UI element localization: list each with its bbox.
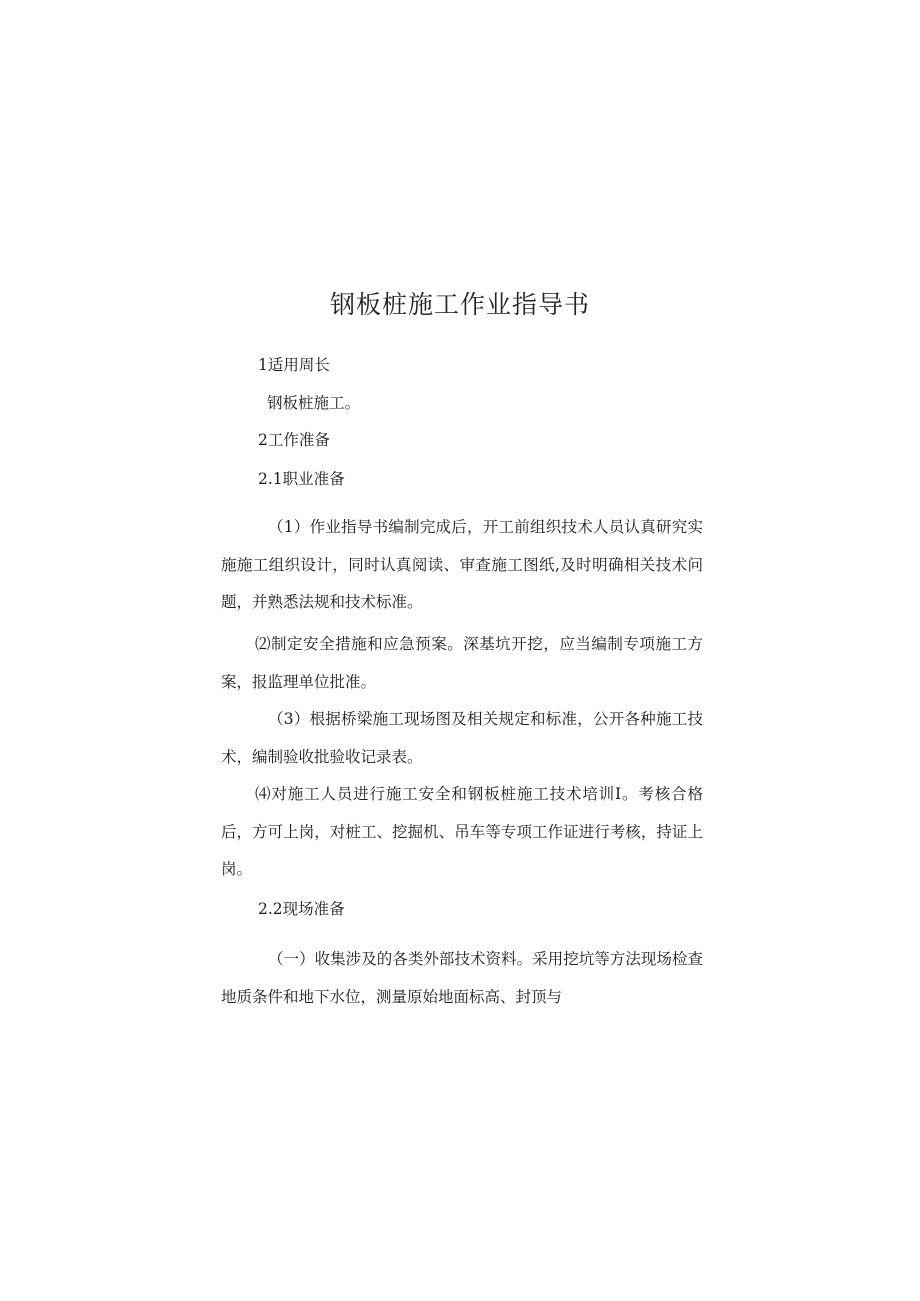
heading-site-prep: 2.2现场准备: [258, 900, 345, 918]
paragraph-2: ⑵制定安全措施和应急预案。深基坑开挖，应当编制专项施工方案，报监理单位批准。: [221, 635, 703, 691]
heading-professional-prep: 2.1职业准备: [258, 470, 345, 488]
paragraph-5: （一）收集涉及的各类外部技术资料。采用挖坑等方法现场检查地质条件和地下水位，测量原始地面标高、封顶与: [221, 950, 703, 1006]
scope-body: 钢板桩施工。: [267, 394, 361, 412]
paragraph-3: （3）根据桥梁施工现场图及相关规定和标准，公开各种施工技术，编制验收批验收记录表。: [221, 710, 703, 766]
heading-preparation: 2工作准备: [258, 431, 330, 449]
paragraph-4: ⑷对施工人员进行施工安全和钢板桩施工技术培训I。考核合格后，方可上岗，对桩工、挖掘机、吊车等专项工作证进行考核，持证上岗。: [221, 785, 703, 878]
paragraph-1: （1）作业指导书编制完成后，开工前组织技术人员认真研究实施施工组织设计，同时认真阅读、审查施工图纸,及时明确相关技术问题，并熟悉法规和技术标准。: [221, 518, 703, 611]
document-title: 钢板桩施工作业指导书: [329, 290, 590, 319]
heading-scope: 1适用周长: [258, 356, 330, 374]
